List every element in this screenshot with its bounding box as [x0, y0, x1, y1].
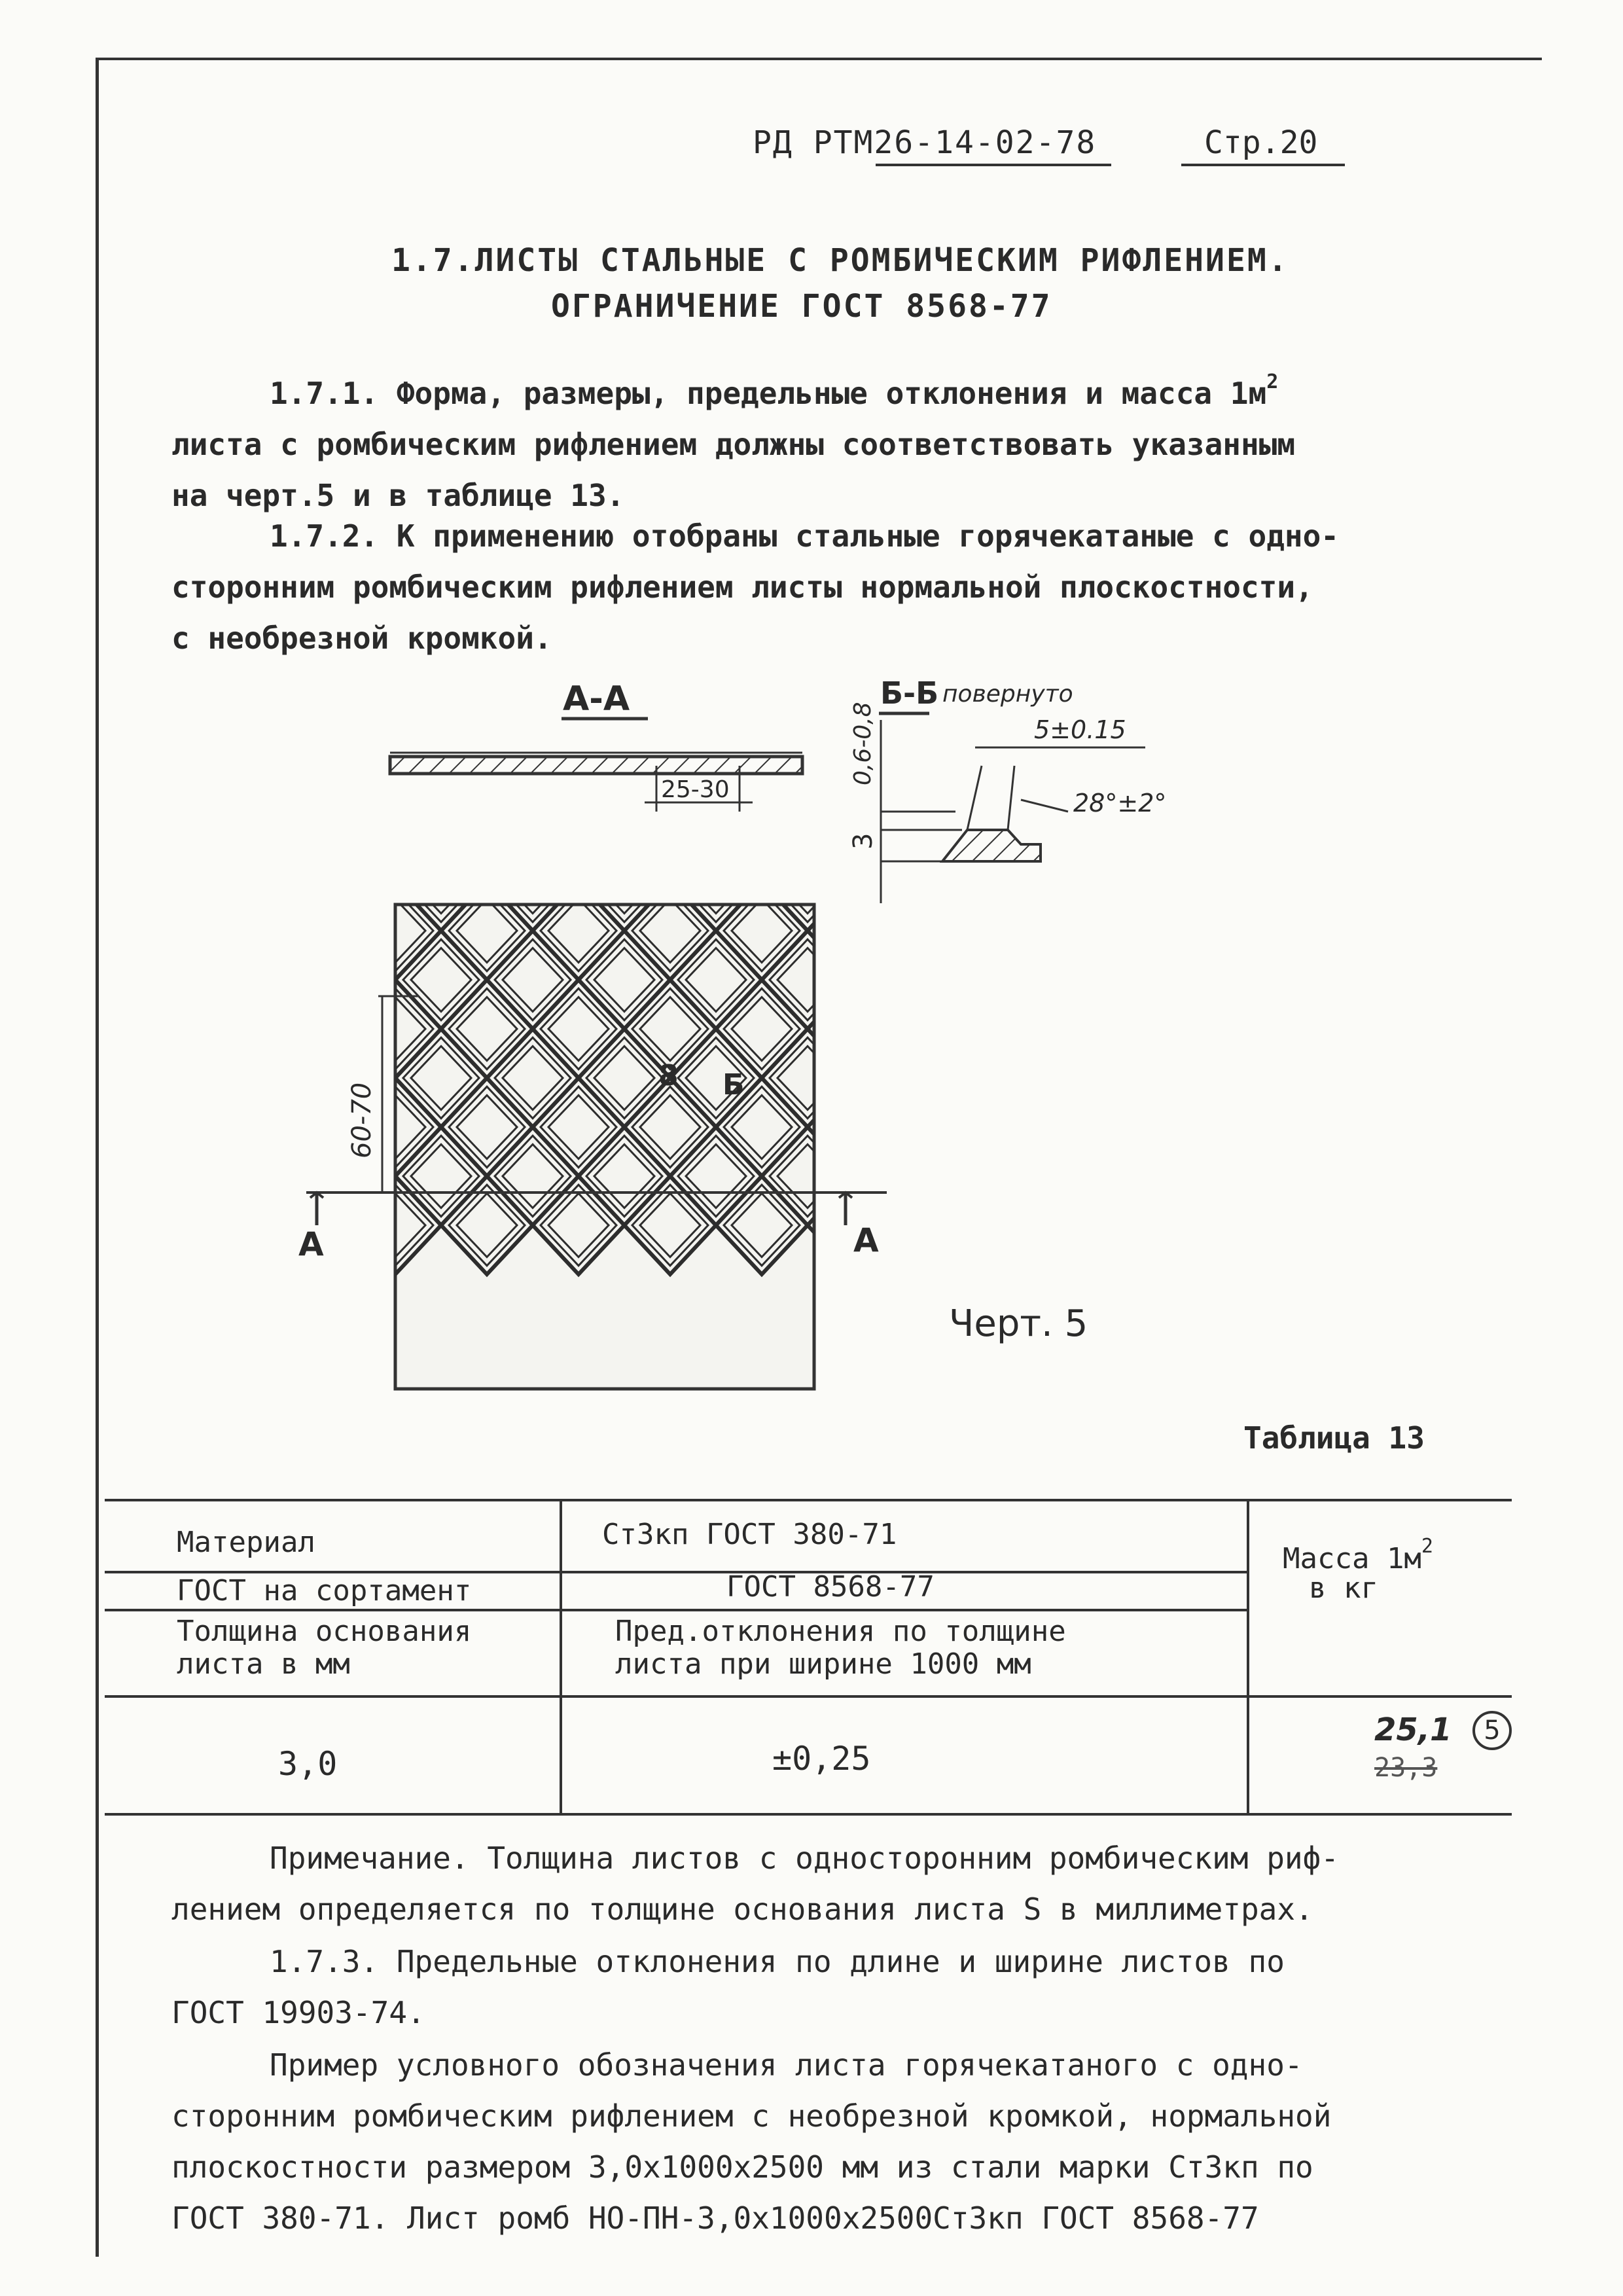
drawing-caption: Черт. 5 [949, 1302, 1088, 1345]
diamond-rib [808, 1078, 899, 1176]
table-row2-border [105, 1609, 1247, 1611]
diamond-rib [861, 939, 937, 1020]
diamond-rib [823, 1095, 883, 1158]
diamond-rib [266, 1086, 342, 1168]
dim-06-08-label: 0,6-0,8 [849, 702, 876, 785]
dim-5-label: 5±0.15 [1034, 715, 1126, 744]
table-header-mass-unit: в кг [1309, 1571, 1378, 1605]
table-value-thickness: 3,0 [278, 1745, 338, 1783]
diamond-rib [869, 948, 929, 1011]
diamond-rib [258, 1078, 349, 1176]
diamond-rib [823, 997, 883, 1060]
table-value-deviation: ±0,25 [772, 1740, 871, 1778]
rotated-note: повернуто [942, 681, 1073, 708]
diamond-rib [266, 988, 342, 1069]
table-value-sortament: ГОСТ 8568-77 [726, 1570, 935, 1604]
diamond-rib [258, 980, 349, 1078]
diamond-rib [319, 850, 380, 913]
section-title-line2: ОГРАНИЧЕНИЕ ГОСТ 8568-77 [551, 288, 1052, 325]
diamond-rib [808, 882, 899, 980]
dim-3-label: 3 [848, 833, 878, 850]
dim-25-30-label: 25-30 [661, 776, 730, 803]
table-header-mass [1283, 1530, 1433, 1575]
diamond-rib [869, 1046, 929, 1109]
diamond-rib [319, 948, 380, 1011]
dim-angle-leader [1021, 800, 1068, 812]
table-title: Таблица 13 [1243, 1420, 1425, 1456]
table-bottom-border [105, 1813, 1512, 1816]
diamond-grid [258, 833, 945, 1274]
diamond-rib [274, 1095, 334, 1158]
mass-header-sup: 2 [1421, 1535, 1433, 1558]
section-bb-label: Б-Б [880, 675, 939, 711]
table-label-material: Материал [177, 1526, 315, 1559]
table-note: Примечание. Толщина листов с односторонним ромбическим риф- лением определяется по толщине основания листа S в миллиметрах. [171, 1840, 1339, 1927]
table-value-mass: 25,1 [1374, 1712, 1452, 1748]
document-code: РД РТМ26-14-02-78 [753, 124, 1097, 161]
diamond-rib [815, 1086, 891, 1168]
mark-8: 8 [658, 1059, 679, 1092]
diamond-rib [808, 980, 899, 1078]
diamond-rib [823, 899, 883, 962]
table-top-border [105, 1499, 1512, 1501]
table-value-material: Ст3кп ГОСТ 380-71 [602, 1518, 897, 1551]
section-bb-rib-flanks [967, 766, 1014, 830]
diamond-rib [861, 1037, 937, 1119]
page-number: Стр.20 [1204, 124, 1318, 161]
paragraph-1-7-3: 1.7.3. Предельные отклонения по длине и ширине листов по ГОСТ 19903-74. [171, 1944, 1285, 2030]
diamond-rib [274, 997, 334, 1060]
table-value-mass-struck: 23,3 [1374, 1753, 1438, 1783]
diamond-rib [274, 899, 334, 962]
diamond-rib [853, 1127, 945, 1225]
dim-60-70-label: 60-70 [347, 1082, 377, 1158]
table-col-divider-2 [1247, 1499, 1249, 1813]
cut-mark-right: А [853, 1221, 879, 1259]
table-col-divider-1 [560, 1499, 562, 1813]
diamond-rib [258, 882, 349, 980]
section-bb-rib-profile [942, 830, 1041, 861]
table-row1-border [105, 1571, 1247, 1573]
diamond-rib [266, 890, 342, 971]
paragraph-1-7-1-sup: 2 [1266, 370, 1279, 393]
diamond-rib [815, 988, 891, 1069]
section-aa-label: А-А [563, 679, 630, 719]
dim-angle-label: 28°±2° [1073, 789, 1167, 817]
revision-mark: 5 [1472, 1711, 1512, 1750]
diamond-rib [869, 850, 929, 913]
diamond-rib [853, 931, 945, 1029]
table-label-deviation: Пред.отклонения по толщине листа при ширине 1000 мм [615, 1615, 1066, 1681]
table-header-bottom-border [105, 1695, 1512, 1698]
designation-example: Пример условного обозначения листа горячекатаного с одно- сторонним ромбическим рифлением с необрезной кромкой, нормальной плоскостности размером 3,0х1000х2500 мм из стали марки Ст3кп по ГОСТ 380-71. Лист ромб НО-ПН-3,0х1000х2500Ст3кп ГОСТ 8568-77 [171, 2047, 1332, 2236]
diamond-rib [304, 833, 395, 931]
diamond-rib [861, 1136, 937, 1217]
paragraph-1-7-2: 1.7.2. К применению отобраны стальные горячекатаные с одно- сторонним ромбическим рифлением листы нормальной плоскостности, с необрезной кромкой. [171, 518, 1339, 656]
mark-b: Б [722, 1068, 745, 1102]
table-label-sortament: ГОСТ на сортамент [177, 1574, 472, 1607]
diamond-rib [853, 1029, 945, 1127]
diamond-rib [312, 841, 387, 922]
diamond-rib [861, 841, 937, 922]
paragraph-1-7-1-continuation: листа с ромбическим рифлением должны соответствовать указанным на черт.5 и в таблице 13. [171, 427, 1296, 513]
section-title-line1: 1.7.ЛИСТЫ СТАЛЬНЫЕ С РОМБИЧЕСКИМ РИФЛЕНИЕМ. [391, 242, 1289, 279]
table-label-thickness: Толщина основания листа в мм [177, 1615, 472, 1681]
mass-header-text: Масса 1м [1283, 1542, 1421, 1575]
cut-mark-left: А [298, 1225, 324, 1263]
paragraph-1-7-1-text: 1.7.1. Форма, размеры, предельные отклонения и масса 1м [270, 376, 1267, 411]
section-aa-view [390, 679, 802, 812]
diamond-rib [869, 1144, 929, 1208]
diamond-rib [312, 939, 387, 1020]
section-bb-view [848, 675, 1166, 903]
